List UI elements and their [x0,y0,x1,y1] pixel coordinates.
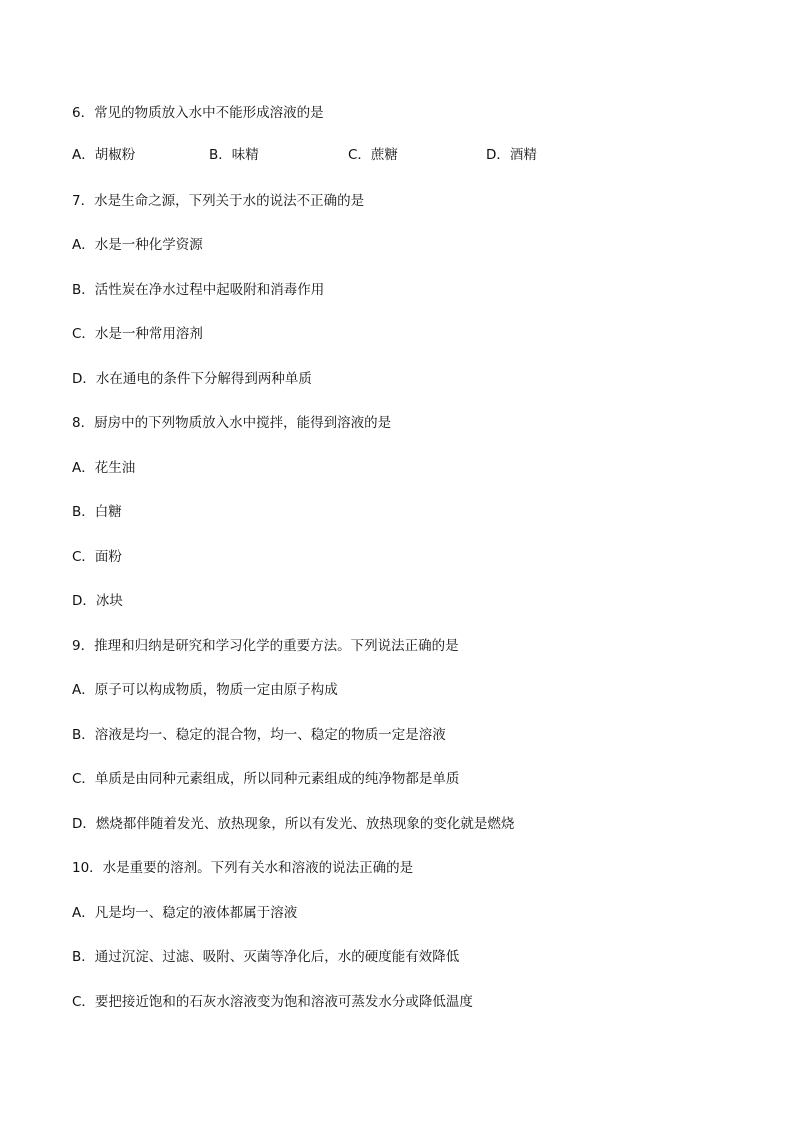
question-8-option-a: A．花生油 [72,460,136,476]
question-9-option-c: C．单质是由同种元素组成，所以同种元素组成的纯净物都是单质 [72,771,460,787]
question-9-option-a: A．原子可以构成物质，物质一定由原子构成 [72,682,338,698]
question-6-stem: 6．常见的物质放入水中不能形成溶液的是 [72,105,324,121]
question-9-option-d: D．燃烧都伴随着发光、放热现象，所以有发光、放热现象的变化就是燃烧 [72,816,515,832]
question-9-stem: 9．推理和归纳是研究和学习化学的重要方法。下列说法正确的是 [72,638,459,654]
question-10-option-b: B．通过沉淀、过滤、吸附、灭菌等净化后，水的硬度能有效降低 [72,949,460,965]
question-10-stem: 10．水是重要的溶剂。下列有关水和溶液的说法正确的是 [72,860,414,876]
question-8-stem: 8．厨房中的下列物质放入水中搅拌，能得到溶液的是 [72,415,392,431]
question-8-option-c: C．面粉 [72,549,122,565]
question-7-option-a: A．水是一种化学资源 [72,237,203,253]
question-7-option-c: C．水是一种常用溶剂 [72,326,203,342]
question-8-option-d: D．冰块 [72,593,123,609]
question-8-option-b: B．白糖 [72,504,122,520]
question-7-stem: 7．水是生命之源，下列关于水的说法不正确的是 [72,193,365,209]
question-10-option-c: C．要把接近饱和的石灰水溶液变为饱和溶液可蒸发水分或降低温度 [72,994,473,1010]
question-7-option-d: D．水在通电的条件下分解得到两种单质 [72,371,312,387]
question-6-option-d: D．酒精 [486,147,537,163]
question-6-option-b: B．味精 [209,147,259,163]
question-6-option-c: C．蔗糖 [348,147,398,163]
question-7-option-b: B．活性炭在净水过程中起吸附和消毒作用 [72,282,325,298]
question-9-option-b: B．溶液是均一、稳定的混合物，均一、稳定的物质一定是溶液 [72,727,446,743]
question-6-option-a: A．胡椒粉 [72,147,136,163]
question-6-options [72,146,692,164]
question-10-option-a: A．凡是均一、稳定的液体都属于溶液 [72,905,298,921]
